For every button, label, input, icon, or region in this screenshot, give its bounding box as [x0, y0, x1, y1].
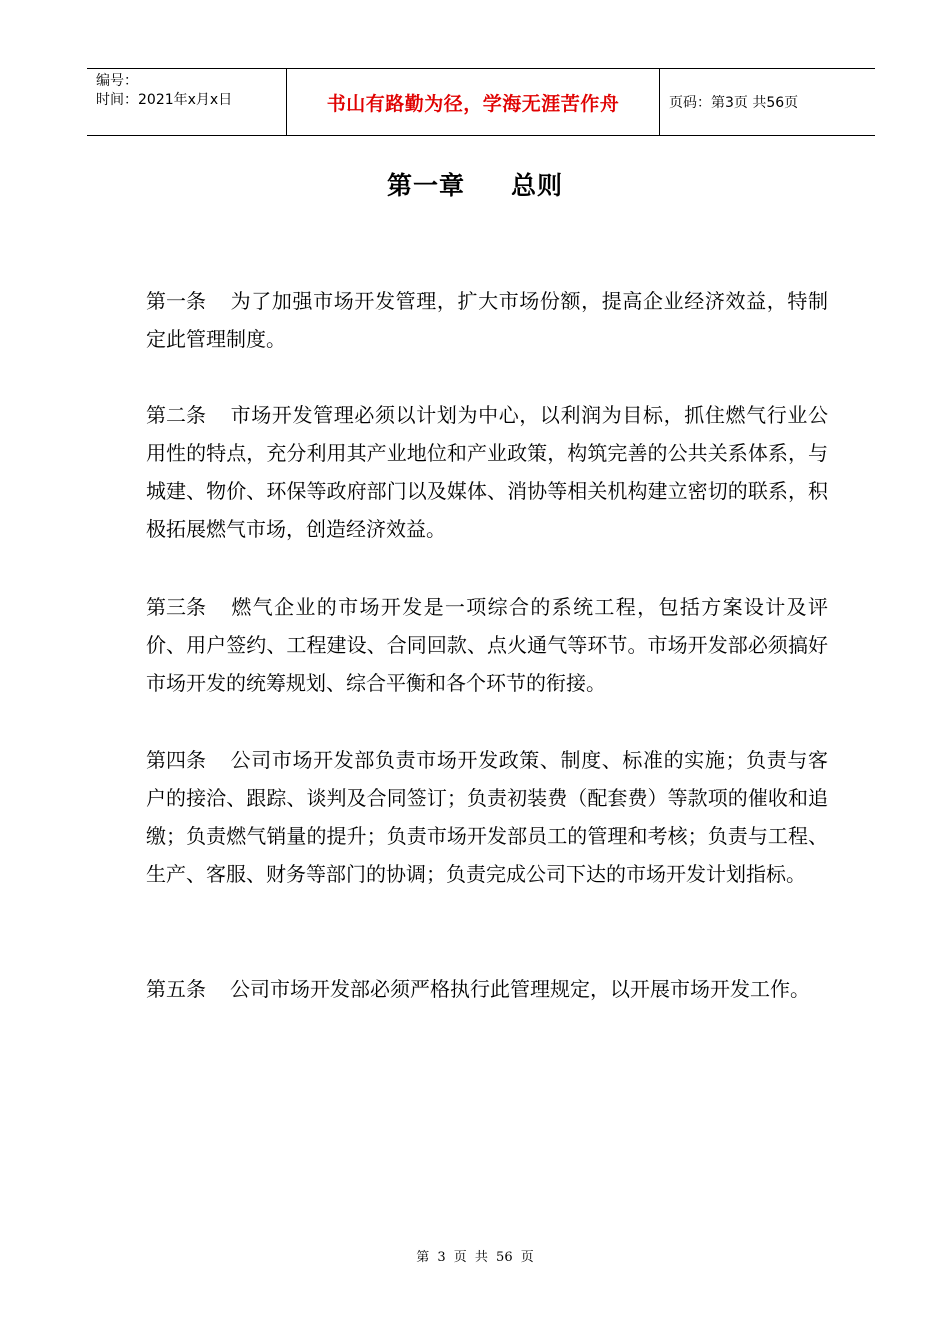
- article-2: [146, 396, 828, 548]
- article-3: [146, 588, 828, 702]
- header-page-cell: [660, 69, 875, 135]
- header-motto-cell: [287, 69, 660, 135]
- document-header: [87, 68, 875, 136]
- page-footer: 第 3 页 共 56 页: [416, 1250, 534, 1265]
- header-meta-cell: [87, 69, 287, 135]
- article-4: [146, 741, 828, 893]
- article-number: 第五条: [146, 977, 206, 1001]
- article-number: 第三条: [146, 595, 206, 619]
- article-5: [146, 970, 828, 1008]
- article-text: 公司市场开发部必须严格执行此管理规定，以开展市场开发工作。: [230, 977, 810, 1001]
- chapter-number: 第一章: [386, 171, 465, 200]
- chapter-name: 总则: [511, 171, 564, 200]
- chapter-title: [0, 166, 950, 202]
- article-text: 为了加强市场开发管理，扩大市场份额，提高企业经济效益，特制定此管理制度。: [146, 289, 828, 351]
- article-number: 第一条: [146, 289, 206, 313]
- time-label: 时间：2021年x月x日: [96, 92, 233, 108]
- article-text: 公司市场开发部负责市场开发政策、制度、标准的实施；负责与客户的接洽、跟踪、谈判及合同签订；负责初装费（配套费）等款项的催收和追缴；负责燃气销量的提升；负责市场开发部员工的管理和考核；负责与工程、生产、客服、财务等部门的协调；负责完成公司下达的市场开发计划指标。: [146, 748, 828, 886]
- serial-label: 编号：: [96, 73, 138, 89]
- motto-text: 书山有路勤为径，学海无涯苦作舟: [326, 92, 620, 115]
- article-number: 第二条: [146, 403, 206, 427]
- article-text: 市场开发管理必须以计划为中心，以利润为目标，抓住燃气行业公用性的特点，充分利用其产业地位和产业政策，构筑完善的公共关系体系，与城建、物价、环保等政府部门以及媒体、消协等相关机构建立密切的联系，积极拓展燃气市场，创造经济效益。: [146, 403, 828, 541]
- article-1: [146, 282, 828, 358]
- article-text: 燃气企业的市场开发是一项综合的系统工程，包括方案设计及评价、用户签约、工程建设、合同回款、点火通气等环节。市场开发部必须搞好市场开发的统筹规划、综合平衡和各个环节的衔接。: [146, 595, 828, 695]
- header-page-info: 页码：第3页 共56页: [669, 95, 799, 111]
- article-number: 第四条: [146, 748, 206, 772]
